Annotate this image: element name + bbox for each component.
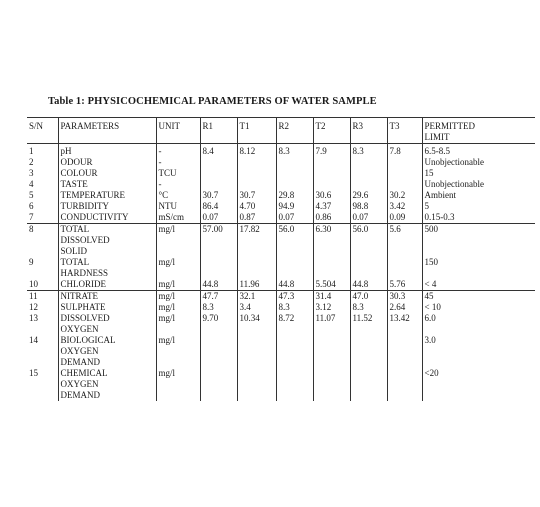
cell-limit: 6.0 — [422, 313, 535, 335]
cell-parameter — [58, 190, 156, 201]
parameter-line: COLOUR — [60, 168, 98, 178]
cell-r1: 8.4 — [200, 144, 237, 158]
cell-r3 — [350, 157, 387, 168]
cell-r1: 86.4 — [200, 201, 237, 212]
cell-t3: 3.42 — [387, 201, 422, 212]
cell-t1: 10.34 — [237, 313, 276, 335]
table-row — [27, 313, 535, 335]
cell-limit: 500 — [422, 224, 535, 258]
parameter-line: BIOLOGICAL — [60, 335, 116, 345]
table-row — [27, 144, 535, 158]
table-body — [27, 144, 535, 402]
cell-sn: 8 — [29, 224, 34, 234]
cell-parameter — [58, 144, 156, 158]
cell-unit: mg/l — [156, 302, 200, 313]
cell-t2: 30.6 — [313, 190, 350, 201]
cell-r2 — [276, 368, 313, 401]
cell-sn: 15 — [29, 368, 38, 378]
header-permitted-limit — [422, 118, 535, 144]
cell-limit: <20 — [422, 368, 535, 401]
cell-t2 — [313, 335, 350, 368]
cell-unit: mS/cm — [156, 212, 200, 224]
cell-t3: 5.76 — [387, 279, 422, 291]
header-limit-label: LIMIT — [424, 132, 450, 142]
cell-r2: 8.3 — [276, 302, 313, 313]
cell-r1: 8.3 — [200, 302, 237, 313]
cell-limit: 6.5-8.5 — [422, 144, 535, 158]
cell-r2: 47.3 — [276, 291, 313, 303]
cell-sn: 1 — [29, 146, 34, 156]
cell-limit: < 10 — [422, 302, 535, 313]
cell-unit: mg/l — [156, 257, 200, 279]
parameter-line: HARDNESS — [60, 268, 109, 278]
cell-r1: 0.07 — [200, 212, 237, 224]
cell-r3: 11.52 — [350, 313, 387, 335]
cell-t1: 0.87 — [237, 212, 276, 224]
parameter-line: SULPHATE — [60, 302, 106, 312]
header-t1: T1 — [237, 118, 276, 144]
cell-t2: 3.12 — [313, 302, 350, 313]
cell-unit: mg/l — [156, 368, 200, 401]
cell-r3 — [350, 335, 387, 368]
cell-r2: 44.8 — [276, 279, 313, 291]
header-t3: T3 — [387, 118, 422, 144]
cell-parameter — [58, 168, 156, 179]
cell-r1 — [200, 168, 237, 179]
cell-parameter — [58, 335, 156, 368]
cell-parameter — [58, 302, 156, 313]
cell-r1: 44.8 — [200, 279, 237, 291]
cell-limit: 15 — [422, 168, 535, 179]
cell-unit: mg/l — [156, 313, 200, 335]
parameter-line: DISSOLVED — [60, 313, 110, 323]
cell-t2: 31.4 — [313, 291, 350, 303]
cell-unit: - — [156, 179, 200, 190]
cell-t3 — [387, 157, 422, 168]
cell-r1: 47.7 — [200, 291, 237, 303]
parameter-line: ODOUR — [60, 157, 93, 167]
cell-r3: 0.07 — [350, 212, 387, 224]
cell-t3: 2.64 — [387, 302, 422, 313]
cell-t1: 8.12 — [237, 144, 276, 158]
cell-limit: 5 — [422, 201, 535, 212]
cell-t3 — [387, 168, 422, 179]
cell-unit: TCU — [156, 168, 200, 179]
cell-limit: Unobjectionable — [422, 179, 535, 190]
cell-sn: 6 — [29, 201, 34, 211]
cell-sn: 2 — [29, 157, 34, 167]
cell-limit: 0.15-0.3 — [422, 212, 535, 224]
cell-t3: 30.3 — [387, 291, 422, 303]
cell-limit: Ambient — [422, 190, 535, 201]
cell-r1: 30.7 — [200, 190, 237, 201]
table-row — [27, 212, 535, 224]
cell-parameter — [58, 157, 156, 168]
cell-parameter — [58, 368, 156, 401]
cell-sn: 7 — [27, 212, 58, 224]
cell-t3 — [387, 335, 422, 368]
cell-r2: 29.8 — [276, 190, 313, 201]
parameter-line: OXYGEN — [60, 346, 99, 356]
cell-r3: 98.8 — [350, 201, 387, 212]
cell-r1: 57.00 — [200, 224, 237, 258]
header-parameters: PARAMETERS — [58, 118, 156, 144]
cell-t1 — [237, 179, 276, 190]
parameter-line: TURBIDITY — [60, 201, 109, 211]
cell-t3 — [387, 368, 422, 401]
cell-unit: - — [156, 157, 200, 168]
table-row — [27, 368, 535, 401]
table-row — [27, 302, 535, 313]
cell-limit: 3.0 — [422, 335, 535, 368]
parameter-line: DEMAND — [60, 390, 100, 400]
cell-r3: 56.0 — [350, 224, 387, 258]
cell-parameter — [58, 291, 156, 303]
cell-sn: 10 — [27, 279, 58, 291]
cell-r1 — [200, 368, 237, 401]
cell-r2 — [276, 335, 313, 368]
cell-limit: 45 — [422, 291, 535, 303]
cell-t1 — [237, 168, 276, 179]
cell-sn: 13 — [29, 313, 38, 323]
cell-parameter — [58, 257, 156, 279]
cell-sn: 12 — [29, 302, 38, 312]
cell-r1: 9.70 — [200, 313, 237, 335]
cell-t3: 7.8 — [387, 144, 422, 158]
cell-parameter — [58, 201, 156, 212]
cell-t1: 4.70 — [237, 201, 276, 212]
parameter-line: SOLID — [60, 246, 87, 256]
cell-t1 — [237, 368, 276, 401]
cell-t1: 3.4 — [237, 302, 276, 313]
parameter-line: TOTAL — [60, 224, 90, 234]
cell-sn: 9 — [29, 257, 34, 267]
parameter-line: OXYGEN — [60, 379, 99, 389]
cell-t2: 6.30 — [313, 224, 350, 258]
cell-sn: 4 — [29, 179, 34, 189]
cell-r2 — [276, 257, 313, 279]
physicochemical-table — [27, 117, 535, 401]
parameter-line: TOTAL — [60, 257, 90, 267]
cell-r1 — [200, 257, 237, 279]
cell-t2 — [313, 179, 350, 190]
cell-parameter — [58, 279, 156, 291]
cell-unit: °C — [156, 190, 200, 201]
cell-t1: 32.1 — [237, 291, 276, 303]
cell-r2: 0.07 — [276, 212, 313, 224]
cell-sn: 14 — [29, 335, 38, 345]
cell-t2: 5.504 — [313, 279, 350, 291]
cell-r1 — [200, 157, 237, 168]
cell-r1 — [200, 335, 237, 368]
table-row — [27, 291, 535, 303]
cell-unit: - — [156, 144, 200, 158]
cell-sn: 3 — [29, 168, 34, 178]
cell-unit: NTU — [156, 201, 200, 212]
table-row — [27, 190, 535, 201]
parameter-line: CONDUCTIVITY — [60, 212, 129, 222]
cell-t1: 11.96 — [237, 279, 276, 291]
cell-unit: mg/l — [156, 291, 200, 303]
cell-r2: 56.0 — [276, 224, 313, 258]
cell-t3 — [387, 179, 422, 190]
cell-r2: 8.72 — [276, 313, 313, 335]
cell-sn: 11 — [29, 291, 38, 301]
cell-r3 — [350, 168, 387, 179]
parameter-line: DEMAND — [60, 357, 100, 367]
cell-t2 — [313, 257, 350, 279]
parameter-line: NITRATE — [60, 291, 98, 301]
cell-limit: 150 — [422, 257, 535, 279]
parameter-line: TASTE — [60, 179, 88, 189]
header-r3: R3 — [350, 118, 387, 144]
cell-limit: Unobjectionable — [422, 157, 535, 168]
table-row — [27, 157, 535, 168]
cell-r3: 29.6 — [350, 190, 387, 201]
header-unit: UNIT — [156, 118, 200, 144]
cell-t2 — [313, 157, 350, 168]
table-row — [27, 179, 535, 190]
parameter-line: TEMPERATURE — [60, 190, 126, 200]
cell-t2: 7.9 — [313, 144, 350, 158]
cell-r2: 8.3 — [276, 144, 313, 158]
cell-t3 — [387, 257, 422, 279]
parameter-line: DISSOLVED — [60, 235, 110, 245]
table-row — [27, 279, 535, 291]
parameter-line: OXYGEN — [60, 324, 99, 334]
cell-t3: 5.6 — [387, 224, 422, 258]
cell-r2 — [276, 157, 313, 168]
table-row — [27, 201, 535, 212]
cell-t3: 0.09 — [387, 212, 422, 224]
header-t2: T2 — [313, 118, 350, 144]
cell-r2 — [276, 168, 313, 179]
parameter-line: pH — [60, 146, 72, 156]
cell-t2 — [313, 368, 350, 401]
parameter-line: CHEMICAL — [60, 368, 108, 378]
table-row — [27, 224, 535, 258]
cell-r3: 8.3 — [350, 144, 387, 158]
header-r1: R1 — [200, 118, 237, 144]
table-row — [27, 335, 535, 368]
header-r2: R2 — [276, 118, 313, 144]
cell-r3: 8.3 — [350, 302, 387, 313]
cell-r1 — [200, 179, 237, 190]
cell-t1: 17.82 — [237, 224, 276, 258]
cell-parameter — [58, 179, 156, 190]
cell-r2 — [276, 179, 313, 190]
table-header-row — [27, 118, 535, 144]
cell-sn: 5 — [29, 190, 34, 200]
cell-limit: < 4 — [422, 279, 535, 291]
cell-t2 — [313, 168, 350, 179]
cell-t2: 11.07 — [313, 313, 350, 335]
table-caption: Table 1: PHYSICOCHEMICAL PARAMETERS OF WATER SAMPLE — [48, 96, 377, 107]
cell-r3 — [350, 179, 387, 190]
cell-t1 — [237, 157, 276, 168]
header-permitted-label: PERMITTED — [424, 121, 475, 131]
cell-r2: 94.9 — [276, 201, 313, 212]
header-sn: S/N — [27, 118, 58, 144]
parameter-line: CHLORIDE — [60, 279, 106, 289]
cell-unit: mg/l — [156, 335, 200, 368]
cell-r3 — [350, 368, 387, 401]
cell-t1 — [237, 257, 276, 279]
cell-t3: 13.42 — [387, 313, 422, 335]
table-row — [27, 257, 535, 279]
cell-t2: 4.37 — [313, 201, 350, 212]
table-row — [27, 168, 535, 179]
cell-parameter — [58, 212, 156, 224]
cell-unit: mg/l — [156, 279, 200, 291]
cell-parameter — [58, 224, 156, 258]
cell-t2: 0.86 — [313, 212, 350, 224]
cell-t3: 30.2 — [387, 190, 422, 201]
cell-t1 — [237, 335, 276, 368]
cell-t1: 30.7 — [237, 190, 276, 201]
cell-r3: 47.0 — [350, 291, 387, 303]
cell-r3: 44.8 — [350, 279, 387, 291]
cell-unit: mg/l — [156, 224, 200, 258]
cell-parameter — [58, 313, 156, 335]
cell-r3 — [350, 257, 387, 279]
